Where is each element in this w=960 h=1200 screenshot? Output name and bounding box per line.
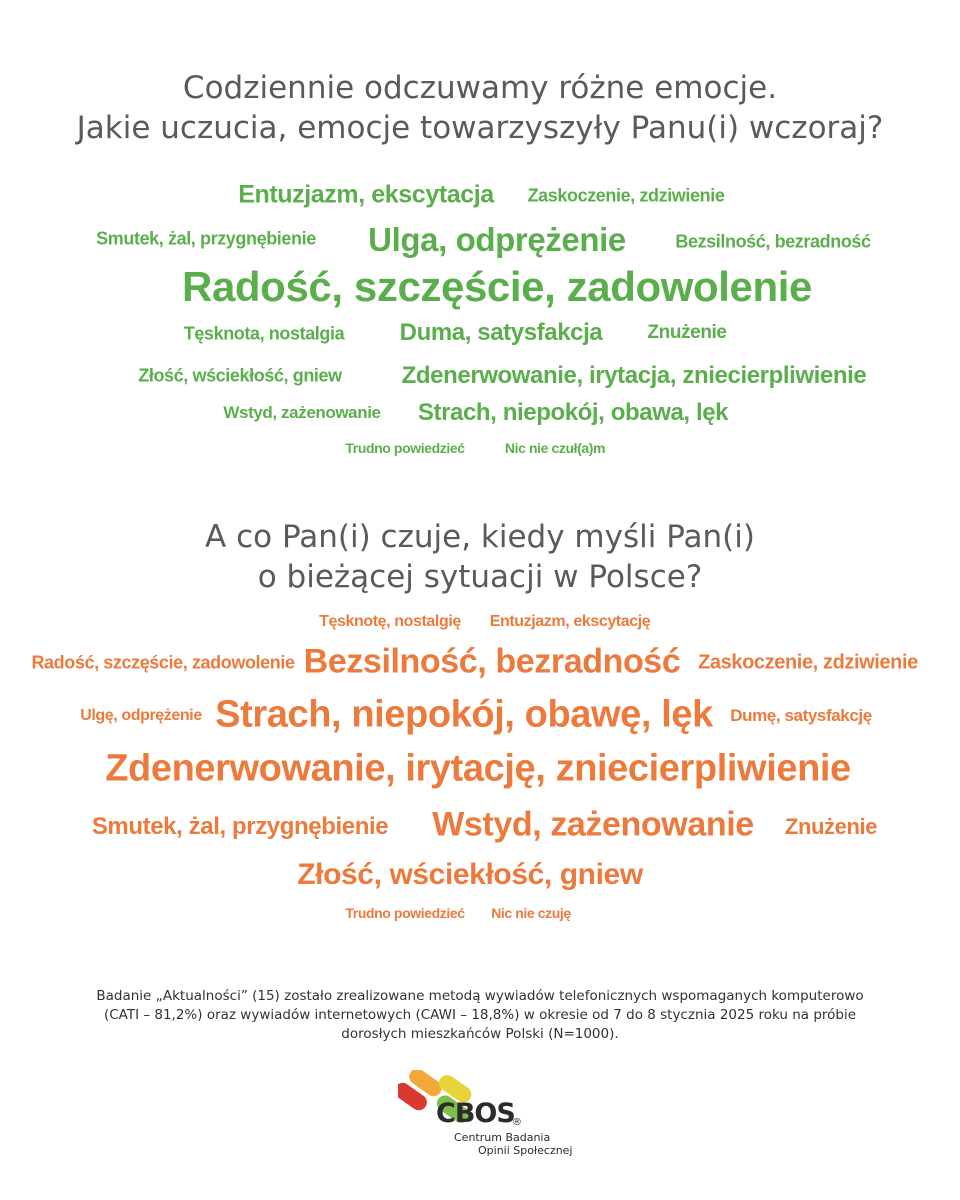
cloud-1-word: Tęsknota, nostalgia [183, 323, 345, 344]
cloud-1-word: Entuzjazm, ekscytacja [238, 180, 494, 209]
cbos-logo-text: CBOS [436, 1098, 515, 1129]
footnote-line-1: Badanie „Aktualności” (15) zostało zrealizowane metodą wywiadów telefonicznych wspomaganych komputerowo [96, 988, 864, 1004]
cloud-2-word: Smutek, żal, przygnębienie [91, 813, 389, 840]
cloud-2-word: Bezsilność, bezradność [303, 642, 681, 681]
cloud-2-word: Zaskoczenie, zdziwienie [698, 651, 918, 674]
cloud-1-word: Smutek, żal, przygnębienie [96, 228, 316, 249]
cloud-1-word: Zdenerwowanie, irytacja, zniecierpliwienie [401, 362, 867, 389]
cloud-2-word: Dumę, satysfakcję [730, 706, 872, 725]
cloud-1-word: Strach, niepokój, obawa, lęk [417, 399, 729, 426]
cloud-1-word: Duma, satysfakcja [399, 319, 603, 346]
cloud-1-word: Ulga, odprężenie [368, 221, 626, 258]
cloud-2-word: Ulgę, odprężenie [80, 707, 202, 724]
question-2-line-1: A co Pan(i) czuje, kiedy myśli Pan(i) [205, 519, 755, 555]
registered-mark: ® [512, 1117, 522, 1128]
cloud-1-word: Znużenie [647, 322, 727, 343]
cloud-1-word: Nic nie czuł(a)m [504, 440, 606, 456]
footnote-line-2: (CATI – 81,2%) oraz wywiadów internetowych (CAWI – 18,8%) w okresie od 7 do 8 stycznia 2025 roku na próbie [103, 1007, 857, 1023]
cloud-2-word: Nic nie czuję [491, 905, 571, 921]
cloud-2-word: Tęsknotę, nostalgię [319, 613, 461, 630]
cloud-1-word: Radość, szczęście, zadowolenie [182, 263, 812, 310]
cloud-2-word: Radość, szczęście, zadowolenie [31, 652, 295, 673]
cloud-2-word: Wstyd, zażenowanie [432, 805, 754, 844]
logo-subtitle-line-1: Centrum Badania [454, 1131, 551, 1144]
cloud-2-word: Strach, niepokój, obawę, lęk [215, 693, 713, 736]
cloud-2-word: Zdenerwowanie, irytację, zniecierpliwienie [105, 747, 851, 790]
cloud-1-word: Trudno powiedzieć [345, 440, 465, 456]
cloud-2-word: Złość, wściekłość, gniew [297, 858, 643, 891]
footnote-line-3: dorosłych mieszkańców Polski (N=1000). [341, 1026, 619, 1042]
cloud-1-word: Zaskoczenie, zdziwienie [527, 185, 725, 206]
question-1-line-2: Jakie uczucia, emocje towarzyszyły Panu(i) wczoraj? [76, 110, 884, 146]
cloud-1-word: Wstyd, zażenowanie [223, 403, 381, 422]
study-footnote [40, 987, 920, 1044]
question-2-line-2: o bieżącej sytuacji w Polsce? [257, 559, 703, 595]
cloud-2-word: Entuzjazm, ekscytację [489, 613, 651, 630]
cloud-2-word: Znużenie [784, 814, 878, 839]
cloud-1-word: Złość, wściekłość, gniew [138, 365, 342, 386]
question-1-line-1: Codziennie odczuwamy różne emocje. [182, 70, 778, 106]
cloud-1-word: Bezsilność, bezradność [675, 231, 871, 252]
logo-subtitle-line-2: Opinii Społecznej [478, 1144, 573, 1157]
cloud-2-word: Trudno powiedzieć [345, 905, 465, 921]
